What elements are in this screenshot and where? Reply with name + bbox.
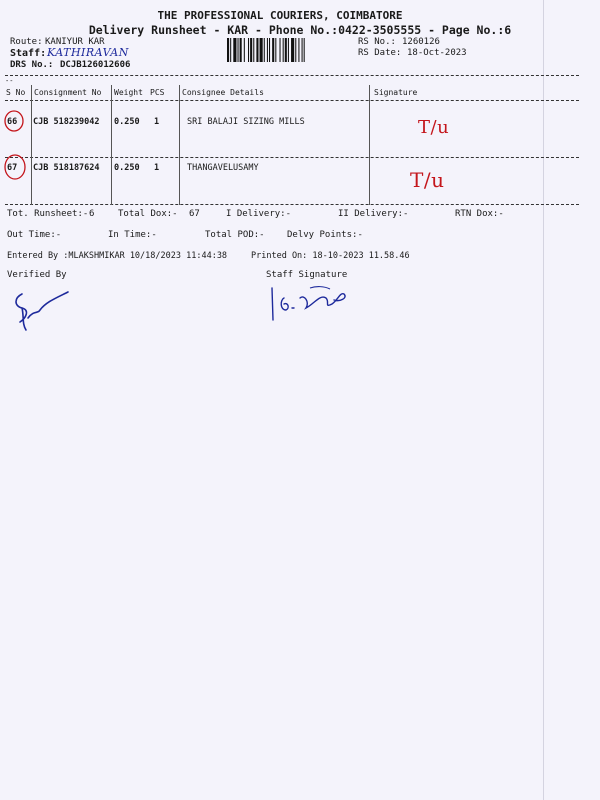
- dash-mark: --: [5, 77, 14, 85]
- staff-value-handwritten: KATHIRAVAN: [47, 46, 129, 59]
- drs-label: DRS No.:: [10, 60, 54, 70]
- rs-date-value: 18-Oct-2023: [407, 48, 467, 58]
- col-header-consignment: Consignment No: [34, 88, 102, 97]
- col-divider: [179, 85, 180, 205]
- rs-no-label: RS No.:: [358, 37, 396, 47]
- row-sno: 66: [7, 117, 18, 127]
- barcode-icon: [227, 38, 354, 62]
- printed-on-line: Printed On: 18-10-2023 11.58.46: [251, 251, 410, 261]
- col-divider: [31, 85, 32, 205]
- verified-by-label: Verified By: [7, 270, 67, 280]
- out-time-label: Out Time:-: [7, 230, 62, 240]
- in-time-label: In Time:-: [108, 230, 157, 240]
- total-dox-value: 67: [189, 209, 200, 219]
- row-divider-rule: [5, 157, 579, 158]
- row-consignment: CJB 518187624: [33, 163, 100, 173]
- staff-signature-label: Staff Signature: [266, 270, 348, 280]
- ii-delivery-label: II Delivery:-: [338, 209, 409, 219]
- table-top-rule: [5, 75, 579, 76]
- document-title: THE PROFESSIONAL COURIERS, COIMBATORE: [157, 9, 403, 22]
- route-label: Route:: [10, 37, 43, 47]
- table-bottom-rule: [5, 204, 579, 205]
- tot-runsheet-value: 6: [89, 209, 95, 219]
- staff-signature-icon: [270, 280, 354, 322]
- entered-by-line: Entered By :MLAKSHMIKAR 10/18/2023 11:44:38: [7, 251, 228, 261]
- col-header-weight: Weight: [114, 88, 143, 97]
- rs-date-label: RS Date:: [358, 48, 402, 58]
- row-consignment: CJB 518239042: [33, 117, 100, 127]
- table-header-rule: [5, 100, 579, 101]
- row-pcs: 1: [154, 163, 160, 173]
- row-pcs: 1: [154, 117, 160, 127]
- verifier-signature-icon: [8, 288, 72, 334]
- col-header-signature: Signature: [374, 88, 418, 97]
- row-weight: 0.250: [114, 163, 140, 173]
- rtn-dox-label: RTN Dox:-: [455, 209, 504, 219]
- drs-value: DCJB126012606: [60, 60, 131, 70]
- row-consignee: THANGAVELUSAMY: [187, 163, 259, 173]
- row-weight: 0.250: [114, 117, 140, 127]
- rs-no-value: 1260126: [402, 37, 440, 47]
- circled-mark-icon: [4, 154, 26, 180]
- row-signature-handwritten: T/u: [410, 168, 445, 192]
- page-edge-line: [543, 0, 544, 800]
- total-dox-label: Total Dox:-: [118, 209, 178, 219]
- staff-label: Staff:: [10, 48, 47, 59]
- total-pod-label: Total POD:-: [205, 230, 265, 240]
- row-signature-handwritten: T/u: [418, 117, 450, 138]
- i-delivery-label: I Delivery:-: [226, 209, 292, 219]
- row-consignee: SRI BALAJI SIZING MILLS: [187, 117, 305, 127]
- route-value: KANIYUR KAR: [45, 37, 105, 47]
- col-header-pcs: PCS: [150, 88, 165, 97]
- circled-mark-icon: [4, 110, 24, 132]
- tot-runsheet-label: Tot. Runsheet:-: [7, 209, 89, 219]
- col-divider: [369, 85, 370, 205]
- document-subtitle: Delivery Runsheet - KAR - Phone No.:0422-3505555 - Page No.:6: [88, 23, 512, 37]
- row-sno: 67: [7, 163, 18, 173]
- delvy-points-label: Delvy Points:-: [287, 230, 363, 240]
- col-divider: [111, 85, 112, 205]
- col-header-consignee: Consignee Details: [182, 88, 264, 97]
- col-header-sno: S No: [6, 88, 26, 97]
